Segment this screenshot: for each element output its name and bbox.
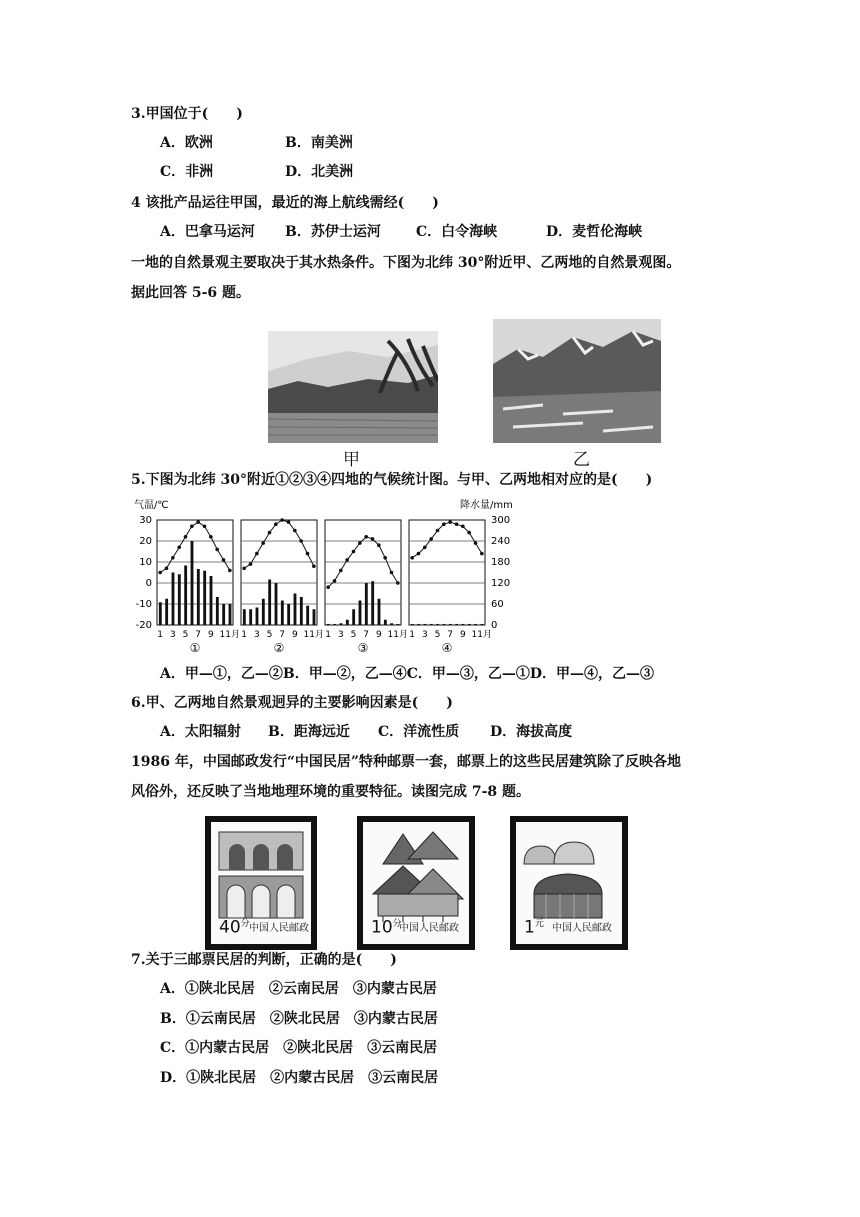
precip-bar: [275, 583, 278, 625]
precip-bar: [243, 609, 246, 625]
temperature-point: [209, 535, 213, 539]
precip-bar: [216, 597, 219, 625]
temperature-point: [190, 525, 194, 529]
panel-frame: [409, 520, 485, 625]
temperature-point: [287, 520, 291, 524]
temperature-point: [390, 571, 394, 575]
caption-yi: 乙: [573, 450, 590, 470]
q3-option-a: A．欧洲: [160, 135, 213, 151]
precip-bar: [346, 620, 349, 625]
y-axis-label-right: 降水量/mm: [460, 500, 513, 511]
q7-stem: 7.关于三邮票民居的判断，正确的是( ): [131, 952, 397, 968]
temperature-point: [417, 552, 421, 556]
temperature-point: [396, 581, 400, 585]
q4-option-c: C．白令海峡: [416, 224, 498, 240]
temperature-point: [448, 520, 452, 524]
x-tick-label: 5: [182, 630, 189, 640]
precip-bar: [300, 597, 303, 625]
precip-bar: [197, 569, 200, 625]
q7-option-c: C．①内蒙古民居 ②陕北民居 ③云南民居: [160, 1040, 438, 1056]
temperature-point: [423, 546, 427, 550]
precip-bar: [210, 576, 213, 625]
precip-bar: [436, 624, 439, 625]
q4-option-d: D．麦哲伦海峡: [546, 224, 643, 240]
q6-stem: 6.甲、乙两地自然景观迥异的主要影响因素是( ): [131, 695, 453, 711]
x-tick-label: 5: [434, 630, 441, 640]
precip-bar: [191, 541, 194, 625]
precip-bar: [462, 624, 465, 625]
precip-bar: [203, 571, 206, 625]
y-tick-right: 120: [491, 578, 511, 589]
temperature-point: [196, 520, 200, 524]
x-tick-label: 11月: [219, 630, 240, 640]
y-tick-right: 240: [491, 536, 511, 547]
q4-stem: 4 该批产品运往甲国，最近的海上航线需经( ): [131, 195, 439, 211]
stamp-1: [205, 816, 317, 950]
temperature-point: [474, 541, 478, 545]
temperature-point: [203, 525, 207, 529]
q3-stem: 3.甲国位于( ): [131, 106, 243, 122]
panel-label: ③: [357, 641, 369, 655]
y-tick-left: -10: [135, 599, 152, 610]
caption-jia: 甲: [343, 450, 360, 470]
precip-bar: [430, 624, 433, 625]
intro78-line2: 风俗外，还反映了当地地理环境的重要特征。读图完成 7-8 题。: [131, 784, 531, 800]
panel-label: ①: [189, 641, 201, 655]
temperature-point: [410, 556, 414, 560]
y-tick-right: 0: [491, 620, 498, 631]
q5-stem: 5.下图为北纬 30°附近①②③④四地的气候统计图。与甲、乙两地相对应的是( ): [131, 472, 653, 488]
precip-bar: [424, 624, 427, 625]
precip-bar: [229, 604, 232, 625]
precip-bar: [294, 594, 297, 626]
precip-bar: [256, 608, 259, 626]
temperature-point: [461, 525, 465, 529]
y-tick-left: 0: [145, 578, 152, 589]
temperature-point: [177, 546, 181, 550]
x-tick-label: 11月: [303, 630, 324, 640]
precip-bar: [333, 624, 336, 625]
temperature-point: [377, 543, 381, 547]
y-tick-right: 180: [491, 557, 511, 568]
temperature-point: [358, 541, 362, 545]
precip-bar: [443, 624, 446, 625]
temperature-point: [261, 541, 265, 545]
precip-bar: [159, 602, 162, 625]
stamp-3-value: $1^元$: [524, 918, 544, 938]
x-tick-label: 1: [325, 630, 332, 640]
x-tick-label: 11月: [387, 630, 408, 640]
precip-bar: [390, 623, 393, 625]
panel-frame: [325, 520, 401, 625]
y-tick-left: 30: [139, 515, 152, 526]
y-axis-label-left: 气温/℃: [134, 500, 169, 511]
intro56-line1: 一地的自然景观主要取决于其水热条件。下图为北纬 30°附近甲、乙两地的自然景观图。: [131, 255, 681, 271]
precip-bar: [371, 581, 374, 625]
precip-bar: [365, 583, 368, 625]
temperature-point: [222, 558, 226, 562]
q4-option-b: B．苏伊士运河: [285, 224, 381, 240]
y-tick-left: -20: [135, 620, 152, 631]
stamp-3: [510, 816, 628, 950]
precip-bar: [287, 604, 290, 625]
panel-label: ④: [441, 641, 453, 655]
temperature-point: [215, 548, 219, 552]
y-tick-right: 300: [491, 515, 511, 526]
x-tick-label: 1: [241, 630, 248, 640]
panel-frame: [241, 520, 317, 625]
temperature-point: [268, 531, 272, 535]
precip-bar: [178, 574, 181, 625]
precip-bar: [352, 609, 355, 625]
landscape-photo-yi: [493, 319, 661, 443]
temperature-point: [171, 556, 175, 560]
temperature-line: [244, 520, 314, 568]
precip-bar: [281, 601, 284, 626]
panel-frame: [157, 520, 233, 625]
temperature-point: [280, 518, 284, 522]
temperature-point: [383, 556, 387, 560]
q3-option-d: D．北美洲: [285, 164, 354, 180]
temperature-point: [333, 579, 337, 583]
temperature-point: [274, 522, 278, 526]
temperature-point: [352, 550, 356, 554]
q6-option-d: D．海拔高度: [490, 724, 573, 740]
q7-option-d: D．①陕北民居 ②内蒙古民居 ③云南民居: [160, 1070, 439, 1086]
temperature-point: [184, 535, 188, 539]
x-tick-label: 9: [207, 630, 214, 640]
y-tick-right: 60: [491, 599, 504, 610]
temperature-line: [412, 522, 482, 558]
x-tick-label: 3: [169, 630, 176, 640]
intro78-line1: 1986 年，中国邮政发行“中国民居”特种邮票一套，邮票上的这些民居建筑除了反映各地: [131, 754, 681, 770]
precip-bar: [378, 599, 381, 625]
x-tick-label: 7: [363, 630, 370, 640]
precip-bar: [222, 604, 225, 625]
precip-bar: [468, 624, 471, 625]
q6-option-a: A．太阳辐射: [160, 724, 241, 740]
temperature-point: [158, 571, 162, 575]
intro56-line2: 据此回答 5-6 题。: [131, 285, 251, 301]
climate-chart: [120, 495, 530, 660]
precip-bar: [184, 566, 187, 626]
x-tick-label: 5: [266, 630, 273, 640]
q6-option-b: B．距海远近: [268, 724, 350, 740]
stamp-2-post: 中国人民邮政: [399, 923, 459, 934]
temperature-point: [255, 552, 259, 556]
precip-bar: [172, 573, 175, 626]
x-tick-label: 1: [409, 630, 416, 640]
precip-bar: [313, 609, 316, 625]
temperature-point: [306, 552, 310, 556]
temperature-point: [442, 522, 446, 526]
precip-bar: [340, 623, 343, 625]
x-tick-label: 9: [375, 630, 382, 640]
q3-option-b: B．南美洲: [285, 135, 353, 151]
temperature-point: [429, 537, 433, 541]
temperature-point: [364, 535, 368, 539]
precip-bar: [474, 624, 477, 625]
x-tick-label: 5: [350, 630, 357, 640]
q6-option-c: C．洋流性质: [378, 724, 460, 740]
temperature-point: [345, 558, 349, 562]
x-tick-label: 7: [279, 630, 286, 640]
x-tick-label: 3: [253, 630, 260, 640]
x-tick-label: 1: [157, 630, 164, 640]
stamp-1-value: $40^分$: [219, 918, 250, 938]
stamp-3-post: 中国人民邮政: [552, 923, 612, 934]
precip-bar: [306, 606, 309, 625]
temperature-point: [299, 539, 303, 543]
panel-label: ②: [273, 641, 285, 655]
precip-bar: [397, 624, 400, 625]
temperature-point: [455, 522, 459, 526]
temperature-point: [326, 585, 330, 589]
landscape-photo-jia: [268, 331, 438, 443]
temperature-point: [293, 529, 297, 533]
stamp-3-illustration: [516, 824, 622, 924]
x-tick-label: 3: [337, 630, 344, 640]
precip-bar: [449, 624, 452, 625]
temperature-point: [480, 552, 484, 556]
x-tick-label: 9: [459, 630, 466, 640]
precip-bar: [249, 609, 252, 625]
temperature-point: [228, 569, 232, 573]
x-tick-label: 7: [195, 630, 202, 640]
temperature-point: [242, 567, 246, 571]
temperature-point: [339, 569, 343, 573]
precip-bar: [165, 599, 168, 625]
stamp-1-illustration: [211, 824, 311, 924]
q7-option-a: A．①陕北民居 ②云南民居 ③内蒙古民居: [160, 981, 437, 997]
stamp-2: [357, 816, 475, 950]
temperature-point: [165, 567, 169, 571]
precip-bar: [262, 599, 265, 625]
q3-option-c: C．非洲: [160, 164, 214, 180]
q5-options: A．甲—①，乙—②B．甲—②，乙—④C．甲—③，乙—①D．甲—④，乙—③: [160, 666, 654, 682]
stamp-2-illustration: [363, 824, 469, 924]
x-tick-label: 7: [447, 630, 454, 640]
x-tick-label: 9: [291, 630, 298, 640]
temperature-line: [160, 522, 230, 572]
temperature-point: [436, 529, 440, 533]
precip-bar: [359, 601, 362, 626]
temperature-point: [371, 537, 375, 541]
precip-bar: [268, 580, 271, 626]
y-tick-left: 20: [139, 536, 152, 547]
precip-bar: [411, 624, 414, 625]
precip-bar: [455, 624, 458, 625]
q4-option-a: A．巴拿马运河: [160, 224, 255, 240]
stamp-1-post: 中国人民邮政: [249, 923, 309, 934]
precip-bar: [481, 624, 484, 625]
x-tick-label: 3: [421, 630, 428, 640]
precip-bar: [384, 620, 387, 625]
temperature-point: [312, 564, 316, 568]
temperature-point: [467, 531, 471, 535]
precip-bar: [417, 624, 420, 625]
q7-option-b: B．①云南民居 ②陕北民居 ③内蒙古民居: [160, 1011, 438, 1027]
stamp-2-value: $10^分$: [371, 918, 402, 938]
x-tick-label: 11月: [471, 630, 492, 640]
y-tick-left: 10: [139, 557, 152, 568]
precip-bar: [327, 624, 330, 625]
temperature-point: [249, 562, 253, 566]
